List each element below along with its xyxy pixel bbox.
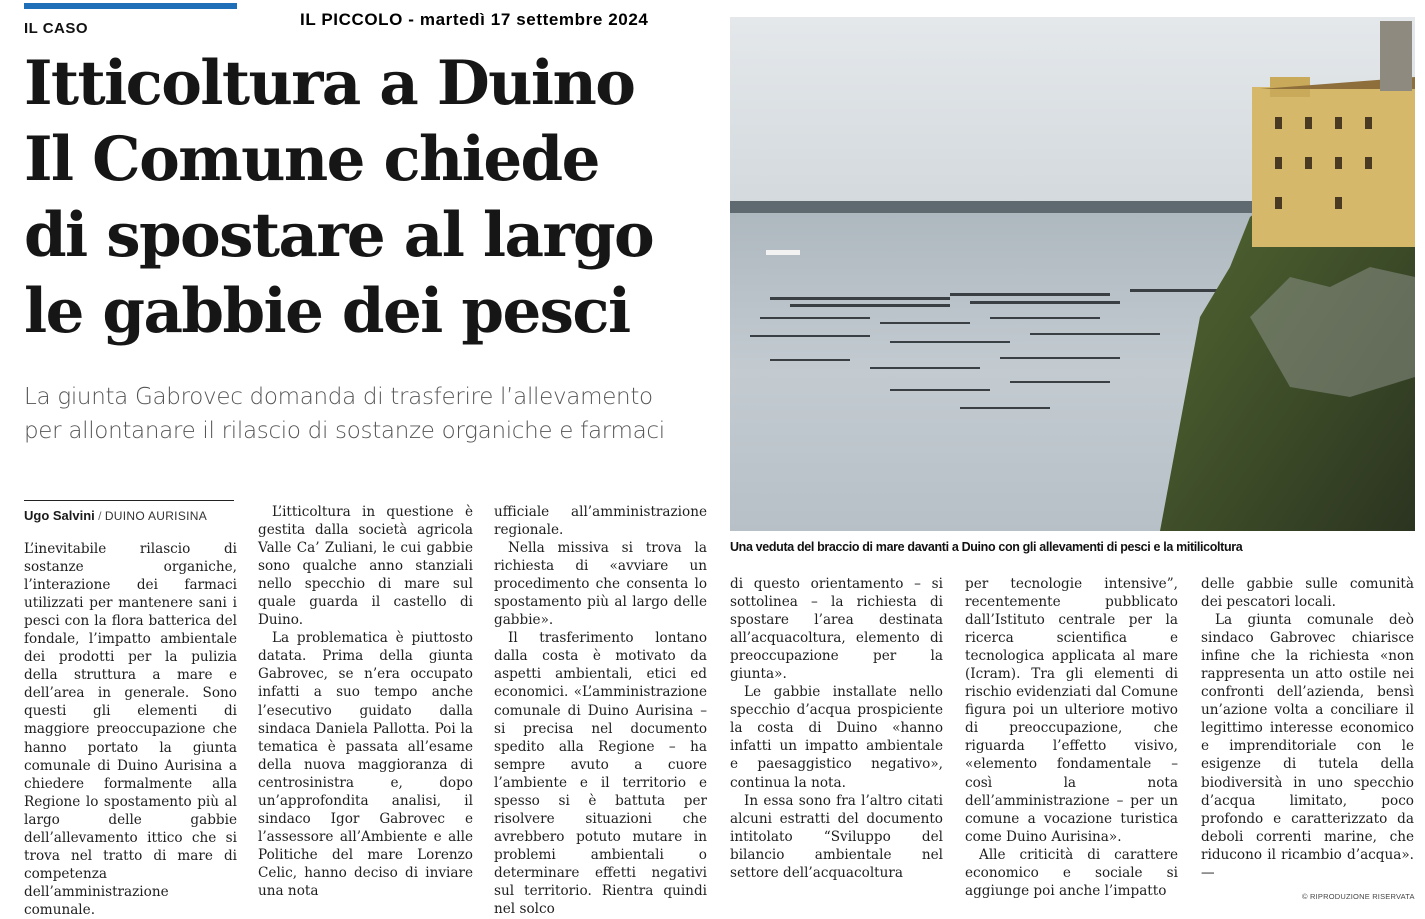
subheadline: [24, 380, 724, 448]
article-column-3: [494, 503, 707, 918]
paragraph: ufficiale all’amministrazione regionale.: [494, 504, 707, 539]
article-column-6: [1201, 575, 1414, 882]
subheadline-line: La giunta Gabrovec domanda di trasferire l’allevamento: [24, 384, 653, 410]
paragraph: Alle criticità di carattere economico e sociale si aggiunge poi anche l’impatto: [965, 846, 1178, 899]
paragraph: In essa sono fra l’altro citati alcuni estratti del documento intitolato “Sviluppo del bilancio ambientale nel settore dell’acquacoltura: [730, 792, 943, 881]
subheadline-line: per allontanare il rilascio di sostanze organiche e farmaci: [24, 418, 665, 444]
byline-place: DUINO AURISINA: [104, 509, 208, 523]
headline-line: Il Comune chiede: [24, 124, 599, 195]
article-column-4: [730, 575, 943, 882]
rubric-label: IL CASO: [24, 20, 89, 37]
paragraph: per tecnologie intensive”, recentemente pubblicato dall’Istituto centrale per la ricerca scientifica e tecnologica applicata al mare (Icram). Tra gli elementi di rischio evidenziati dal Comune figura poi un ulteriore motivo di preoccupazione, che riguarda l’effetto visivo, «elemento fondamentale – così la nota dell’amministrazione – per un comune a vocazione turistica come Duino Aurisina».: [965, 576, 1178, 845]
paragraph: La problematica è piuttosto datata. Prima della giunta Gabrovec, se n’era occupato infatti a suo tempo anche l’esecutivo guidato dalla sindaca Daniela Pallotta. Poi la tematica è passata all’esame della nuova maggioranza di centrosinistra e, dopo un’approfondita analisi, il sindaco Igor Gabrovec e l’assessore all’Ambiente e alle Politiche del mare Lorenzo Celic, hanno deciso di inviare una nota: [258, 630, 473, 899]
paragraph: delle gabbie sulle comunità dei pescatori locali.: [1201, 576, 1414, 611]
paragraph: di questo orientamento – si sottolinea – la richiesta di spostare l’area destinata all’acquacoltura, elemento di preoccupazione per la giunta».: [730, 576, 943, 683]
byline: [24, 508, 207, 523]
photo-illustration: [730, 17, 1415, 531]
paragraph: L’inevitabile rilascio di sostanze organiche, l’interazione dei farmaci utilizzati per mantenere sani i pesci con la flora batterica del fondale, l’impatto ambientale dei prodotti per la pulizia della struttura a mare e dell’area in generale. Sono questi gli elementi di maggiore preoccupazione che hanno portato la giunta comunale di Duino Aurisina a chiedere formalmente alla Regione lo spostamento più al largo delle gabbie dell’allevamento ittico che si trova nel tratto di mare di competenza dell’amministrazione comunale.: [24, 541, 237, 918]
paragraph: Le gabbie installate nello specchio d’acqua prospiciente la costa di Duino «hanno infatti un impatto ambientale e paesaggistico negativo», continua la nota.: [730, 684, 943, 791]
article-column-1: [24, 540, 237, 919]
headline-line: Itticoltura a Duino: [24, 48, 635, 119]
byline-separator: /: [94, 509, 105, 523]
paragraph: L’itticoltura in questione è gestita dalla società agricola Valle Ca’ Zuliani, le cui gabbie sono qualche anno stanziali nello specchio di mare sul quale guarda il castello di Duino.: [258, 504, 473, 629]
paragraph: Il trasferimento lontano dalla costa è motivato da aspetti ambientali, etici ed economici. «L’amministrazione comunale di Duino Aurisina – si precisa nel documento spedito alla Regione – ha sempre avuto a cuore l’ambiente e il territorio e spesso si è battuta per risolvere situazioni che avrebbero potuto mutare in problemi ambientali o determinare effetti negativi sul territorio. Rientra quindi nel solco: [494, 630, 707, 918]
byline-rule: [24, 500, 234, 501]
horizon-coast: [730, 201, 1270, 213]
paragraph: Nella missiva si trova la richiesta di «avviare un procedimento che consenta lo spostamento più al largo delle gabbie».: [494, 540, 707, 629]
article-column-5: [965, 575, 1178, 900]
masthead: IL PICCOLO - martedì 17 settembre 2024: [300, 10, 649, 29]
photo-caption: Una veduta del braccio di mare davanti a Duino con gli allevamenti di pesci e la mitilicoltura: [730, 540, 1243, 554]
article-column-2: [258, 503, 473, 900]
boat: [766, 250, 800, 255]
headline: [24, 46, 724, 350]
headline-line: le gabbie dei pesci: [24, 276, 630, 347]
headline-line: di spostare al largo: [24, 200, 654, 271]
paragraph: La giunta comunale deò sindaco Gabrovec chiarisce infine che la richiesta «non rappresenta un atto ostile nei confronti dell’azienda, bensì un’azione volta a conciliare il legittimo interesse economico e imprenditoriale con le esigenze di tutela della biodiversità in uno specchio d’acqua limitato, poco profondo e caratterizzato da deboli correnti marine, che riducono il ricambio d’acqua». —: [1201, 612, 1414, 881]
byline-author: Ugo Salvini: [24, 508, 95, 523]
rubric-bar: [24, 3, 237, 9]
copyright-notice: © RIPRODUZIONE RISERVATA: [1302, 892, 1415, 901]
article-photo: [730, 17, 1415, 531]
